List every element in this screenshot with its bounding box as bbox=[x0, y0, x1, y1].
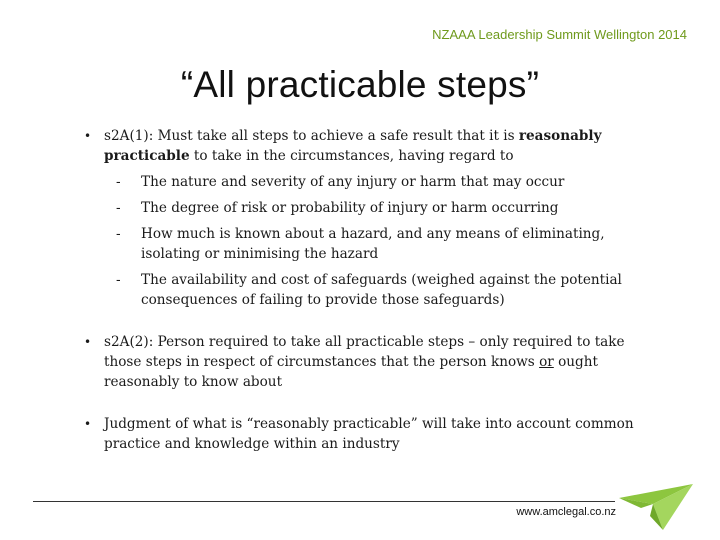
sub-item-text: The availability and cost of safeguards (weighed against the potential consequences of failing to provide those safeguards) bbox=[141, 272, 622, 308]
bullet-text: s2A(1): Must take all steps to achieve a safe result that it is bbox=[104, 128, 519, 144]
bullet-text: to take in the circumstances, having regard to bbox=[189, 148, 514, 164]
bullet-mark: • bbox=[84, 129, 92, 143]
footer-url: www.amclegal.co.nz bbox=[516, 506, 616, 518]
slide-header: NZAAA Leadership Summit Wellington 2014 bbox=[432, 27, 687, 42]
sub-item bbox=[84, 172, 664, 192]
slide-title: “All practicable steps” bbox=[180, 64, 540, 105]
bullet-mark: • bbox=[84, 417, 92, 431]
sub-item bbox=[84, 224, 664, 264]
paper-plane-icon bbox=[617, 482, 695, 532]
slide-content bbox=[84, 126, 664, 454]
bullet-underlined-text: or bbox=[539, 354, 554, 370]
sub-item-text: The degree of risk or probability of injury or harm occurring bbox=[141, 200, 559, 216]
dash-mark: - bbox=[116, 272, 121, 288]
dash-mark: - bbox=[116, 200, 121, 216]
dash-mark: - bbox=[116, 174, 121, 190]
dash-mark: - bbox=[116, 226, 121, 242]
sub-item-text: How much is known about a hazard, and any means of eliminating, isolating or minimising the hazard bbox=[141, 226, 605, 262]
bullet-bold-text: reasonably practicable bbox=[104, 128, 602, 164]
bullet-item bbox=[84, 332, 664, 392]
footer-divider bbox=[33, 501, 615, 502]
bullet-text: Judgment of what is “reasonably practicable” will take into account common practice and knowledge within an industry bbox=[104, 416, 634, 452]
bullet-text: ought reasonably to know about bbox=[104, 354, 598, 390]
sub-item bbox=[84, 270, 664, 310]
sub-item bbox=[84, 198, 664, 218]
sub-item-text: The nature and severity of any injury or harm that may occur bbox=[141, 174, 565, 190]
bullet-mark: • bbox=[84, 335, 92, 349]
bullet-item bbox=[84, 414, 664, 454]
bullet-item bbox=[84, 126, 664, 166]
bullet-text: s2A(2): Person required to take all practicable steps – only required to take those steps in respect of circumstances that the person knows bbox=[104, 334, 625, 370]
